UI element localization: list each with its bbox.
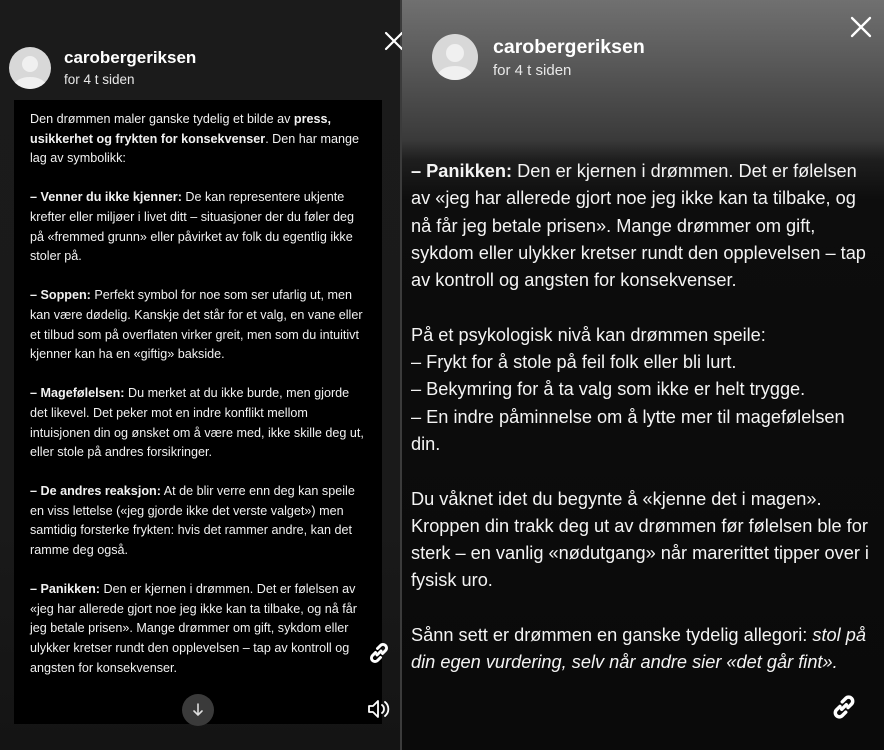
story-intro: Den drømmen maler ganske tydelig et bilde av press, usikkerhet og frykten for konsekvenser. Den har mange lag av symbolikk: [30,112,359,166]
psych-list: På et psykologisk nivå kan drømmen speile: – Frykt for å stole på feil folk eller bli lurt. – Bekymring for å ta valg som ikke er helt trygge. – En indre påminnelse om å lytte mer til magefølelsen din. [411,324,845,454]
link-icon[interactable] [829,692,859,722]
story-woke: Du våknet idet du begynte å «kjenne det i magen». Kroppen din trakk deg ut av drømmen før følelsen ble for sterk – en vanlig «nødutgang» når marerittet tipper over i fysisk uro. [411,488,869,591]
speaker-icon[interactable] [366,697,392,721]
story-text-zoomed [411,158,871,704]
story-conclusion: Sånn sett er drømmen en ganske tydelig allegori: stol på din egen vurdering, selv når andre sier «det går fint». [411,625,866,673]
story-item-soppen: – Soppen: Perfekt symbol for noe som ser ufarlig ut, men kan være dødelig. Kanskje det står for et valg, en vane eller et tilbud som på overflaten virker greit, men som du intuitivt kjenner kan ha en «giftig» bakside. [30,288,363,362]
username[interactable]: carobergeriksen [493,36,645,58]
avatar[interactable] [9,47,51,89]
story-item-venner: – Venner du ikke kjenner: De kan representere ukjente krefter eller miljøer i livet ditt – situasjoner der du føler deg på «fremmed grunn» eller påvirket av folk du egentlig ikke stoler på. [30,190,355,264]
story-text [30,110,370,698]
timestamp: for 4 t siden [64,72,135,87]
avatar[interactable] [432,34,478,80]
timestamp: for 4 t siden [493,62,572,79]
link-icon[interactable] [366,640,392,666]
story-item-reaksjon: – De andres reaksjon: At de blir verre enn deg kan speile en viss lettelse («jeg gjorde ikke det verste valget») men samtidig forsterke frykten: hvis det rammer andre, kan det ramme deg også. [30,484,355,558]
arrow-down-icon[interactable] [182,694,214,726]
username[interactable]: carobergeriksen [64,48,197,67]
close-icon[interactable] [850,16,872,38]
story-item-panikken: – Panikken: Den er kjernen i drømmen. Det er følelsen av «jeg har allerede gjort noe jeg ikke kan ta tilbake, og nå får jeg betale prisen». Mange drømmer om gift, sykdom eller ulykker kretser rundt den opplevelsen – tap av kontroll og angsten for konsekvenser. [411,161,866,291]
story-item-panikken: – Panikken: Den er kjernen i drømmen. Det er følelsen av «jeg har allerede gjort noe jeg ikke kan ta tilbake, og nå får jeg betale prisen». Mange drømmer om gift, sykdom eller ulykker kretser rundt den opplevelsen – tap av kontroll og angsten for konsekvenser. [30,582,357,675]
story-item-magefolelsen: – Magefølelsen: Du merket at du ikke burde, men gjorde det likevel. Det peker mot en indre konflikt mellom intuisjonen din og ønsket om å være med, ikke skille deg ut, eller stole på andres forsikringer. [30,386,364,460]
